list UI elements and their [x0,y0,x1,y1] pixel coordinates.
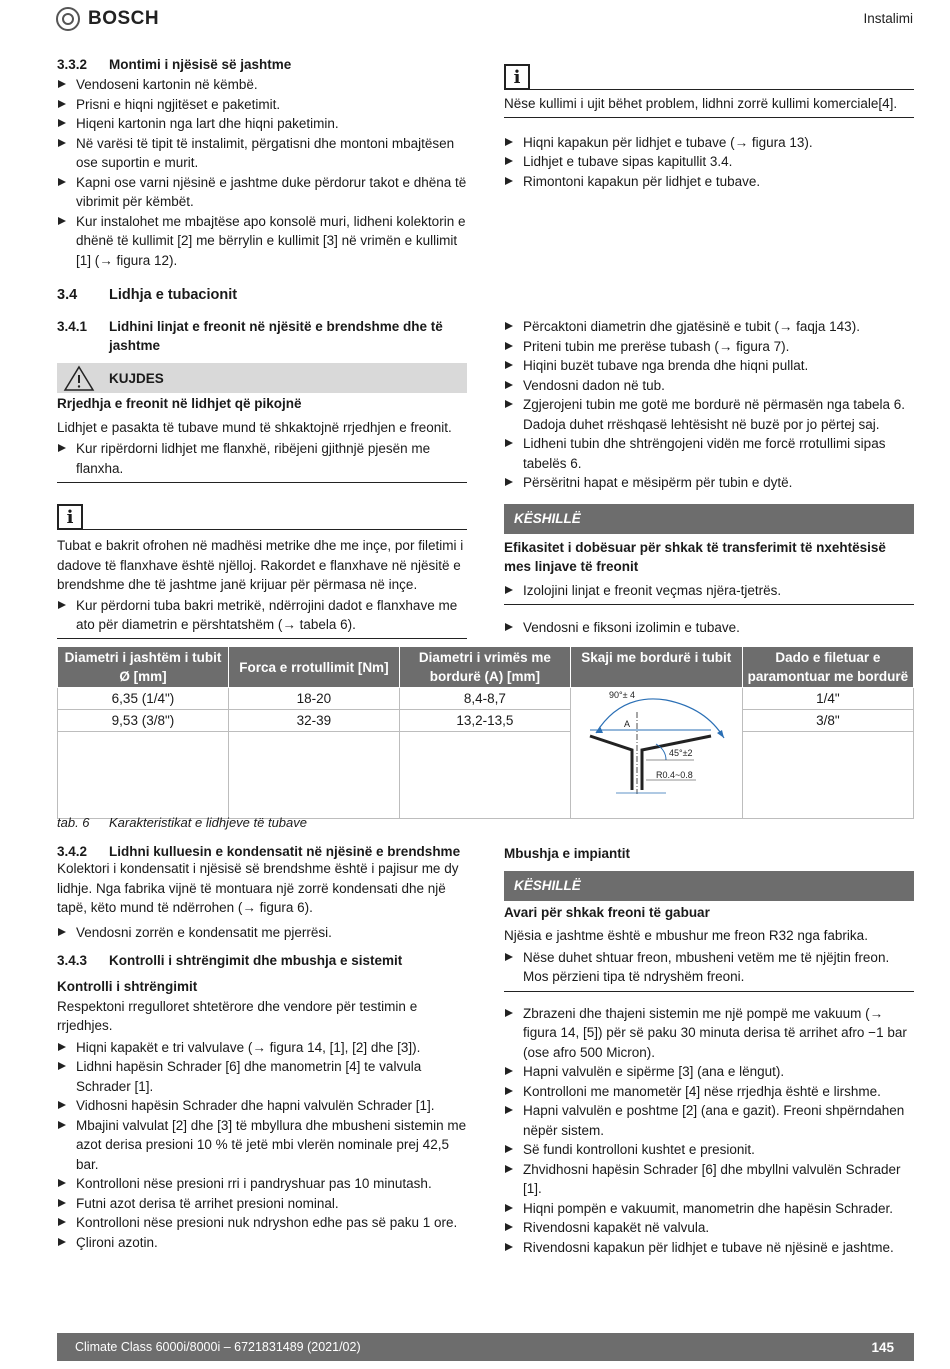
step-item: Zhvidhosni hapësin Schrader [6] dhe mbyllni valvulën Schrader [1]. [504,1160,914,1199]
step-item: Izolojini linjat e freonit veçmas njëra-tjetrës. [504,581,914,601]
step-item: Kur ripërdorni lidhjet me flanxhë, ribëjeni gjithnjë pjesën me flanxha. [57,439,467,478]
column-header: Skaji me bordurë i tubit [570,647,742,688]
step-list [504,317,914,493]
step-item: Prisni e hiqni ngjitëset e paketimit. [57,95,467,115]
step-item: Kontrolloni me manometër [4] nëse rrjedhja është e lirshme. [504,1082,914,1102]
step-item: Hiqni kapakët e tri valvulave (→ figura 14, [1], [2] dhe [3]). [57,1038,467,1058]
tip-text: Njësia e jashtme është e mbushur me freon R32 nga fabrika. [504,928,868,943]
step-item: Në varësi të tipit të instalimit, përgatisni dhe montoni mbajtësen ose suportin e murit. [57,134,467,173]
step-item: Kur përdorni tuba bakri metrikë, ndërrojini dadot e flanxhave me ato për diametrin e përshtatshëm (→ tabela 6). [57,596,467,635]
step-list [504,133,914,192]
pipe-connection-steps [504,317,914,638]
step-item: Vendosni zorrën e kondensatit me pjerrësi. [57,923,467,943]
step-item: Përsëritni hapat e mësipërm për tubin e dytë. [504,473,914,493]
step-item: Vendoseni kartonin në këmbë. [57,75,467,95]
table-row [58,688,914,710]
column-header: Forca e rrotullimit [Nm] [228,647,399,688]
step-list [57,596,467,639]
angle-label: 90°± 4 [609,690,636,700]
step-item: Rimontoni kapakun për lidhjet e tubave. [504,172,914,192]
step-list [504,581,914,606]
step-item: Zbrazeni dhe thajeni sistemin me një pompë me vakuum (→ figura 14, [5]) për së paku 30 minuta derisa të arrihet afro −1 bar (ose afro 500 Micron). [504,1004,914,1063]
caption-text: Karakteristikat e lidhjeve të tubave [109,815,307,830]
caution-banner [57,363,467,393]
paragraph: Kolektori i kondensatit i njësisë së brendshme është i pajisur me dy lidhje. Nga fabrika vijnë të montuara një zorrë kondensati dhe një tapë, këto mund të ndërrohen (→ figura 6). [57,861,459,915]
table-row [58,732,914,819]
table-cell: 32-39 [228,710,399,732]
tip-banner: KËSHILLË [504,504,914,534]
step-list [504,1004,914,1258]
step-item: Hiqini buzët tubave nga brenda dhe hiqni pullat. [504,356,914,376]
section-number: 3.4 [57,287,78,303]
warning-icon [57,363,101,393]
step-item: Hiqeni kartonin nga lart dhe hiqni paketimin. [57,114,467,134]
table-cell: 3/8" [742,710,913,732]
subheading: Mbushja e impiantit [504,846,631,861]
table-cell-empty [228,732,399,819]
step-list [57,439,467,483]
column-header: Diametri i jashtëm i tubit Ø [mm] [58,647,229,688]
info-icon: i [504,64,530,90]
section-title: Kontrolli i shtrëngimit dhe mbushja e sistemit [109,953,403,968]
tip-banner: KËSHILLË [504,871,914,901]
system-filling [504,844,914,1257]
step-item: Vendosni dadon në tub. [504,376,914,396]
radius-label: R0.4~0.8 [656,770,694,780]
step-list [504,618,914,638]
section-title: Montimi i njësisë së jashtme [109,57,292,72]
page-number: 145 [871,1339,894,1355]
step-item: Hiqni kapakun për lidhjet e tubave (→ figura 13). [504,133,914,153]
caption-number: tab. 6 [57,815,90,830]
step-item: Rivendosni kapakët në valvula. [504,1218,914,1238]
section-3-4-heading [57,287,467,303]
section-number: 3.4.2 [57,844,88,859]
info-icon: i [57,504,83,530]
step-item: Rivendosni kapakun për lidhjet e tubave në njësinë e jashtme. [504,1238,914,1258]
step-item: Hiqni pompën e vakuumit, manometrin dhe hapësin Schrader. [504,1199,914,1219]
drain-note-block [504,64,914,191]
section-number: 3.4.1 [57,319,88,334]
step-list [504,948,914,992]
step-item: Kur instalohet me mbajtëse apo konsolë muri, lidheni kolektorin e dhënë të kullimit [2] me bërrylin e kullimit [3] në vrimën e kullimit [1] (→ figura 12). [57,212,467,271]
table-cell-empty [742,732,913,819]
step-item: Lidhni hapësin Schrader [6] dhe manometrin [4] te valvula Schrader [1]. [57,1057,467,1096]
column-header: Dado e filetuar e paramontuar me bordurë [742,647,913,688]
section-title: Lidhini linjat e freonit në njësitë e brendshme dhe të jashtme [109,319,443,353]
step-item: Futni azot derisa të arrihet presioni nominal. [57,1194,467,1214]
step-item: Lidheni tubin dhe shtrëngojeni vidën me forcë rrotullimi sipas tabelës 6. [504,434,914,473]
table-cell-empty [58,732,229,819]
table-cell: 18-20 [228,688,399,710]
section-number: 3.4.3 [57,953,88,968]
table-cell: 1/4" [742,688,913,710]
section-title: Lidhni kulluesin e kondensatit në njësinë e brendshme [109,844,461,859]
step-item: Kontrolloni nëse presioni nuk ndryshon edhe pas së paku 1 ore. [57,1213,467,1233]
step-item: Së fundi kontrolloni kushtet e presionit. [504,1140,914,1160]
step-list [57,1038,467,1253]
table-row [58,710,914,732]
table-cell-empty [399,732,570,819]
step-item: Zgjerojeni tubin me gotë me bordurë në përmasën nga tabela 6. Dadoja duhet rrëshqasë lehtësisht në buzë por jo përtej saj. [504,395,914,434]
bosch-logo-icon [56,7,80,31]
page-footer [57,1333,914,1361]
flare-figure-cell [570,688,742,819]
step-item: Hapni valvulën e poshtme [2] (ana e gazit). Freoni shpërndahen nëpër sistem. [504,1101,914,1140]
section-label: Instalimi [863,11,913,26]
dimension-a-label: A [624,719,631,729]
step-item: Hapni valvulën e sipërme [3] (ana e lëngut). [504,1062,914,1082]
step-item: Lidhjet e tubave sipas kapitullit 3.4. [504,152,914,172]
tip-title: Avari për shkak freoni të gabuar [504,904,710,920]
step-item: Priteni tubin me prerëse tubash (→ figura 7). [504,337,914,357]
table-cell: 6,35 (1/4") [58,688,229,710]
table-caption [57,815,307,830]
caution-text: Lidhjet e pasakta të tubave mund të shkaktojnë rrjedhjen e freonit. [57,419,452,435]
brand-logo [56,7,159,31]
document-reference: Climate Class 6000i/8000i – 6721831489 (2021/02) [75,1340,361,1354]
column-header: Diametri i vrimës me bordurë (A) [mm] [399,647,570,688]
step-item: Kapni ose varni njësinë e jashtme duke përdorur takot e dhëna të vibrimit për këmbët. [57,173,467,212]
caution-label: KUJDES [109,370,164,386]
info-note: Nëse kullimi i ujit bëhet problem, lidhni zorrë kullimi komerciale[4]. [504,94,914,118]
tip-title: Efikasitet i dobësuar për shkak të transferimit të nxehtësisë mes linjave të freonit [504,539,886,574]
angle2-label: 45°±2 [669,748,693,758]
section-3-4-2 [57,844,467,1252]
table-cell: 9,53 (3/8") [58,710,229,732]
subheading: Kontrolli i shtrëngimit [57,979,198,994]
section-title: Lidhja e tubacionit [109,287,238,303]
step-item: Çlironi azotin. [57,1233,467,1253]
section-3-4-1 [57,317,467,639]
table-cell: 13,2-13,5 [399,710,570,732]
section-3-3-2 [57,57,467,270]
section-number: 3.3.2 [57,57,88,72]
brand-name: BOSCH [88,8,160,29]
caution-title: Rrjedhja e freonit në lidhjet që pikojnë [57,396,302,411]
flare-spec-table [57,646,914,819]
step-list [57,75,467,270]
step-item: Mbajini valvulat [2] dhe [3] të mbyllura dhe mbusheni sistemin me azot derisa presioni 10 % të jetë mbi vlerën nominale prej 42,5 bar. [57,1116,467,1175]
step-list [57,923,467,943]
flare-diagram [576,688,736,800]
step-item: Vendosni e fiksoni izolimin e tubave. [504,618,914,638]
paragraph: Respektoni rregulloret shtetërore dhe vendore për testimin e rrjedhjes. [57,998,418,1033]
table-cell: 8,4-8,7 [399,688,570,710]
step-item: Kontrolloni nëse presioni rri i pandryshuar pas 10 minutash. [57,1174,467,1194]
step-item: Nëse duhet shtuar freon, mbusheni vetëm me të njëjtin freon. Mos përzieni tipa të ndryshëm freoni. [504,948,914,987]
step-item: Vidhosni hapësin Schrader dhe hapni valvulën Schrader [1]. [57,1096,467,1116]
info-text: Tubat e bakrit ofrohen në madhësi metrike dhe me inçe, por filetimi i dadove të flanxhave është njëlloj. Rakordet e flanxhave në njësitë e brendshme dhe të jashtme janë krijuar për përmasa në inçe. [57,538,464,592]
step-item: Përcaktoni diametrin dhe gjatësinë e tubit (→ faqja 143). [504,317,914,337]
